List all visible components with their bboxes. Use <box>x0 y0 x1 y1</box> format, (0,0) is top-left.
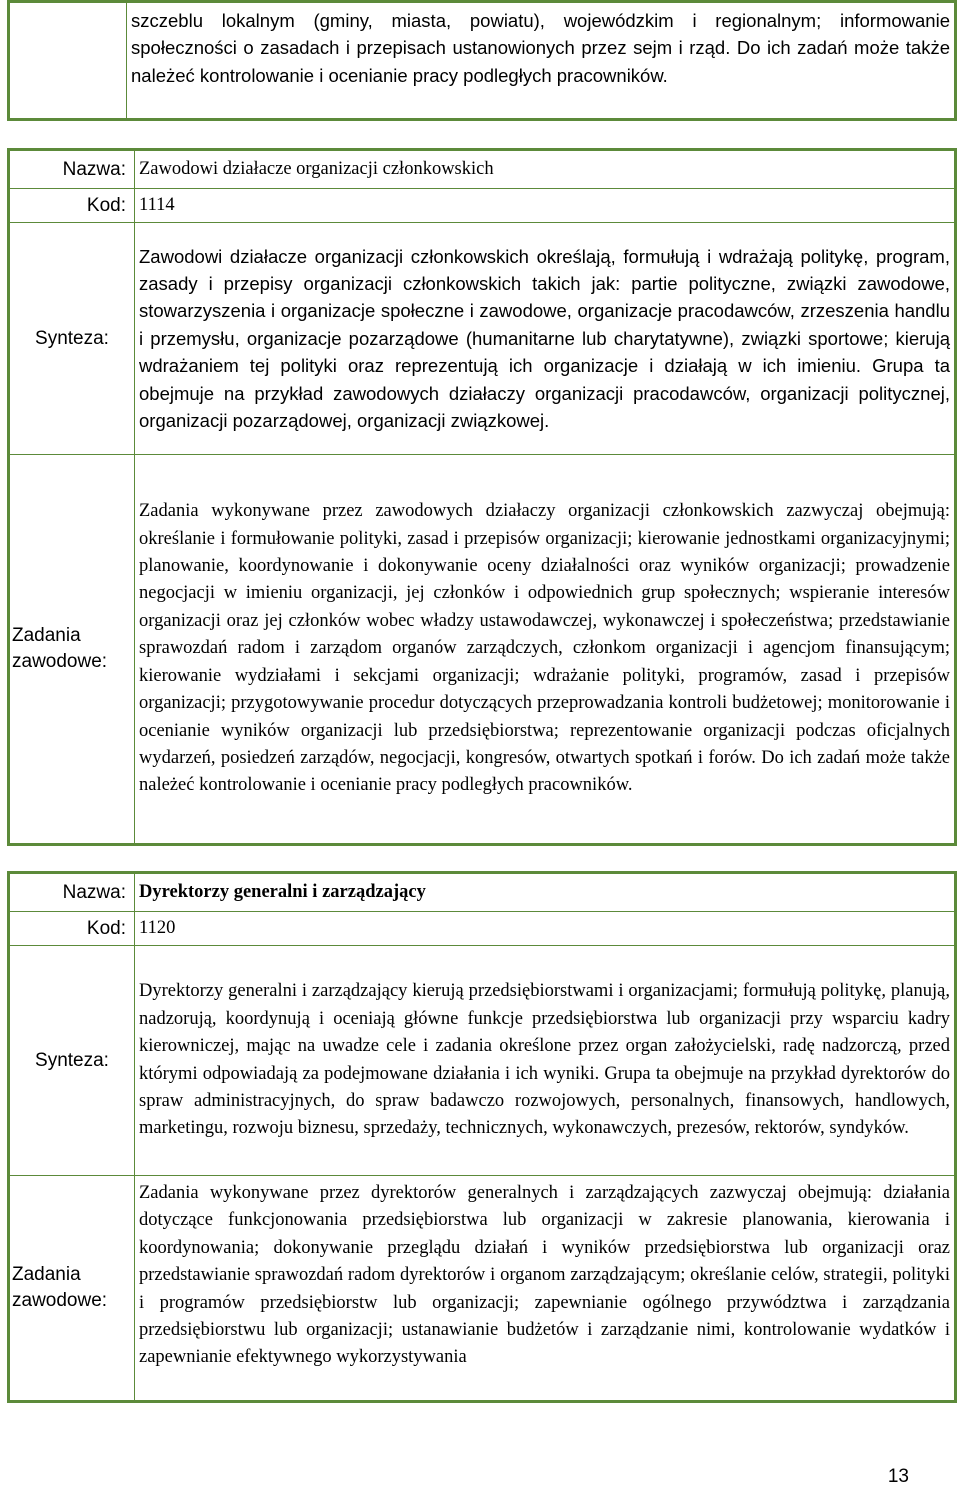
entry-table <box>9 2 955 119</box>
tasks-text: Zadania wykonywane przez dyrektorów generalnych i zarządzających zazwyczaj obejmują: działania dotyczące funkcjonowania przedsiębiorstwa lub organizacji w zakresie planowania, kierowania i koordynowania; dokonywanie przeglądu działań i wyników przedsiębiorstwa lub organizacji oraz przedstawianie sprawozdań radom dyrektorów i organom zarządzającym; określanie celów, strategii, polityki i programów przedsiębiorstw lub organizacji; zapewnianie ogólnego przywództwa i zarządzania przedsiębiorstwu lub organizacji; ustanawianie budżetów i zarządzanie nimi, kontrolowanie wydatków i zapewnianie efektywnego wykorzystywania <box>135 1176 955 1401</box>
entry-block-1114 <box>7 148 957 846</box>
tasks-text-continued: szczeblu lokalnym (gminy, miasta, powiatu), wojewódzkim i regionalnym; informowanie społeczności o zasadach i przepisach ustanowionych przez sejm i rząd. Do ich zadań może także należeć kontrolowanie i ocenianie pracy podległych pracowników. <box>127 3 955 119</box>
tasks-text: Zadania wykonywane przez zawodowych działaczy organizacji członkowskich zazwyczaj obejmują: określanie i formułowanie polityki, zasad i przepisów organizacji; kierowanie jednostkami organizacyjnymi; planowanie, koordynowanie i dokonywanie oceny działalności oraz wyników organizacji; prowadzenie negocjacji w imieniu organizacji, jej członków i odpowiednich grup społecznych; wspieranie interesów organizacji oraz jej członków wobec władzy ustawodawczej, wykonawczej i społeczeństwa; przedstawianie sprawozdań radom i zarządom organów zarządczych, członkom organizacji i agencjom finansującym; kierowanie wydziałami i sekcjami organizacji; wdrażanie polityki, programów, zasad i przepisów organizacji; przygotowywanie procedur dotyczących przeprowadzania kontroli budżetowej; monitorowanie i ocenianie wyników organizacji lub przedsiębiorstwa; reprezentowanie organizacji podczas oficjalnych wydarzeń, posiedzeń zarządów, negocjacji, kongresów, otwartych spotkań i forów. Do ich zadań może także należeć kontrolowanie i ocenianie pracy podległych pracowników. <box>135 455 955 844</box>
entry-block-1120 <box>7 871 957 1403</box>
tasks-label <box>10 1176 135 1401</box>
entry-table <box>9 150 955 844</box>
occupation-name: Dyrektorzy generalni i zarządzający <box>135 874 955 912</box>
code-label: Kod: <box>10 912 135 946</box>
synthesis-label: Synteza: <box>10 223 135 455</box>
tasks-label-line-1: Zadania <box>12 625 81 646</box>
tasks-label <box>10 455 135 844</box>
synthesis-label: Synteza: <box>10 946 135 1176</box>
occupation-code: 1114 <box>135 189 955 223</box>
tasks-label-line-1: Zadania <box>12 1264 81 1285</box>
label-cell-empty <box>10 3 127 119</box>
tasks-label-line-2: zawodowe: <box>12 651 108 672</box>
name-label: Nazwa: <box>10 874 135 912</box>
synthesis-text: Zawodowi działacze organizacji członkowskich określają, formułują i wdrażają politykę, program, zasady i przepisy organizacji członkowskich takich jak: partie polityczne, związki zawodowe, stowarzyszenia i organizacje społeczne i zawodowe, organizacje pracodawców, zrzeszenia handlu i przemysłu, organizacje pozarządowe (humanitarne lub charytatywne), związki sportowe; kierują wdrażaniem tej polityki oraz reprezentują ich organizacje i działają w ich imieniu. Grupa ta obejmuje na przykład zawodowych działaczy organizacji pracodawców, organizacji politycznej, organizacji pozarządowej, organizacji związkowej. <box>135 223 955 455</box>
tasks-label-line-2: zawodowe: <box>12 1290 108 1311</box>
occupation-name: Zawodowi działacze organizacji członkowskich <box>135 151 955 189</box>
synthesis-text: Dyrektorzy generalni i zarządzający kierują przedsiębiorstwami i organizacjami; formułują politykę, planują, nadzorują, koordynują i oceniają główne funkcje przedsiębiorstwa lub organizacji przy wsparciu kadry kierowniczej, mając na uwadze cele i zadania określone przez organ założycielski, radę nadzorczą, przed którymi odpowiadają za podejmowane działania i ich wyniki. Grupa ta obejmuje na przykład dyrektorów do spraw administracyjnych, do spraw badawczo rozwojowych, personalnych, finansowych, handlowych, marketingu, rozwoju biznesu, sprzedaży, technicznych, wykonawczych, prezesów, rektorów, syndyków. <box>135 946 955 1176</box>
entry-block-previous <box>7 0 957 121</box>
name-label: Nazwa: <box>10 151 135 189</box>
occupation-code: 1120 <box>135 912 955 946</box>
code-label: Kod: <box>10 189 135 223</box>
page-number: 13 <box>887 1466 909 1487</box>
entry-table <box>9 873 955 1401</box>
